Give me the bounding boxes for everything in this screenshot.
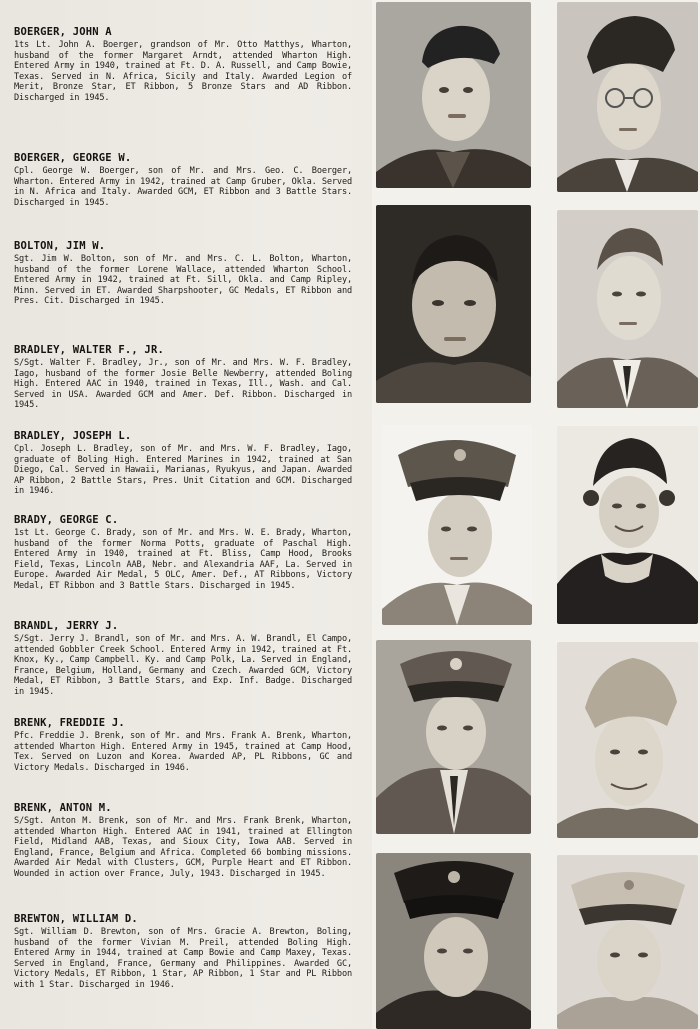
biography-entry (14, 717, 352, 773)
biography-entry (14, 152, 352, 208)
portrait-photo (376, 640, 531, 834)
biography-entry (14, 26, 352, 104)
veteran-name: BRADLEY, WALTER F., JR. (14, 344, 164, 356)
portrait-photo (376, 2, 531, 188)
veteran-bio: Pfc. Freddie J. Brenk, son of Mr. and Mrs. Frank A. Brenk, Wharton, attended Wharton High. Entered Army in 1945, trained at Camp Hood, Tex. Served on Luzon and Korea. Awarded AP, PL Ribbons, GC and Victory Medals. Discharged in 1946. (14, 731, 352, 773)
veteran-bio: Cpl. George W. Boerger, son of Mr. and Mrs. Geo. C. Boerger, Wharton. Entered Army in 1942, trained at Camp Gruber, Okla. Served in N. Africa and Italy. Awarded GCM, ET Ribbon and 3 Battle Stars. Discharged in 1945. (14, 166, 352, 208)
biography-entry (14, 802, 352, 880)
veteran-bio: 1ts Lt. John A. Boerger, grandson of Mr. Otto Matthys, Wharton, husband of the former Margaret Arndt, attended Wharton High. Entered Army in 1940, trained at Ft. D. A. Russell, and Camp Bowie, Texas. Served in N. Africa, Sicily and Italy. Awarded Legion of Merit, Bronze Star, ET Ribbon, 5 Bronze Stars and AD Ribbon. Discharged in 1945. (14, 40, 352, 103)
veteran-name: BRANDL, JERRY J. (14, 620, 119, 632)
portrait-grid (372, 0, 700, 1029)
biography-entry (14, 344, 352, 411)
portrait-photo (376, 853, 531, 1029)
veteran-bio: 1st Lt. George C. Brady, son of Mr. and Mrs. W. E. Brady, Wharton, husband of the former Norma Potts, graduate of Paschal High. Entered Army in 1940, trained at Ft. Bliss, Camp Hood, Brooks Field, Texas, Lincoln AAB, Nebr. and Alexandria AAF, La. Served in Europe. Awarded Air Medal, 5 OLC, Amer. Def., AT Ribbons, Victory Medal, ET Ribbon and 3 Battle Stars. Discharged in 1945. (14, 528, 352, 591)
veteran-name: BRENK, FREDDIE J. (14, 717, 125, 729)
biography-entry (14, 430, 352, 497)
veteran-bio: S/Sgt. Jerry J. Brandl, son of Mr. and Mrs. A. W. Brandl, El Campo, attended Gobbler Creek School. Entered Army in 1942, trained at Ft. Knox, Ky., Camp Campbell. Ky. and Camp Polk, La. Served in England, France, Belgium, Holland, Germany and Czech. Awarded GCM, Victory Medal, ET Ribbon, 3 Battle Stars, and Exp. Inf. Badge. Discharged in 1945. (14, 634, 352, 697)
portrait-photo (557, 210, 698, 408)
veteran-bio: S/Sgt. Walter F. Bradley, Jr., son of Mr. and Mrs. W. F. Bradley, Iago, husband of the former Josie Belle Newberry, attended Boling High. Entered AAC in 1940, trained in Texas, Ill., Wash. and Cal. Served in USA. Awarded GCM and Amer. Def. Ribbon. Discharged in 1945. (14, 358, 352, 411)
veteran-bio: Sgt. Jim W. Bolton, son of Mr. and Mrs. C. L. Bolton, Wharton, husband of the former Lorene Wallace, attended Wharton School. Entered Army in 1942, trained at Ft. Sill, Okla. and Camp Ripley, Minn. Served in ET. Awarded Sharpshooter, GC Medals, ET Ribbon and Pres. Cit. Discharged in 1945. (14, 254, 352, 307)
portrait-photo (557, 642, 698, 838)
portrait-photo (376, 205, 531, 403)
veteran-name: BOERGER, JOHN A (14, 26, 112, 38)
biography-entry (14, 514, 352, 592)
veteran-name: BRENK, ANTON M. (14, 802, 112, 814)
biography-entry (14, 620, 352, 698)
veteran-name: BREWTON, WILLIAM D. (14, 913, 138, 925)
veteran-name: BOLTON, JIM W. (14, 240, 106, 252)
biography-entry (14, 913, 352, 991)
veteran-name: BRADY, GEORGE C. (14, 514, 119, 526)
biography-entry (14, 240, 352, 307)
veteran-bio: S/Sgt. Anton M. Brenk, son of Mr. and Mrs. Frank Brenk, Wharton, attended Wharton High. Entered AAC in 1941, trained at Ellington Field, Midland AAB, Texas, and Sioux City, Iowa AAB. Served in England, France, Belgium and Africa. Completed 66 bombing missions. Awarded Air Medal with Clusters, GCM, Purple Heart and ET Ribbon. Wounded in action over France, July, 1943. Discharged in 1945. (14, 816, 352, 879)
portrait-photo (557, 2, 698, 192)
portrait-photo (382, 425, 532, 625)
portrait-photo (557, 855, 698, 1029)
veteran-bio: Sgt. William D. Brewton, son of Mrs. Gracie A. Brewton, Boling, husband of the former Vivian M. Preil, attended Boling High. Entered Army in 1944, trained at Camp Bowie and Camp Maxey, Texas. Served in England, France, Germany and Philippines. Awarded GC, Victory Medals, ET Ribbon, 1 Star, AP Ribbon, 1 Star and PL Ribbon with 1 Star. Discharged in 1946. (14, 927, 352, 990)
veteran-bio: Cpl. Joseph L. Bradley, son of Mr. and Mrs. W. F. Bradley, Iago, graduate of Boling High. Entered Marines in 1942, trained at San Diego, Cal. Served in Hawaii, Marianas, Ryukyus, and Japan. Awarded AP Ribbon, 2 Battle Stars, Pres. Unit Citation and GCM. Discharged in 1946. (14, 444, 352, 497)
veteran-name: BOERGER, GEORGE W. (14, 152, 132, 164)
veteran-name: BRADLEY, JOSEPH L. (14, 430, 132, 442)
portrait-photo (557, 426, 698, 624)
